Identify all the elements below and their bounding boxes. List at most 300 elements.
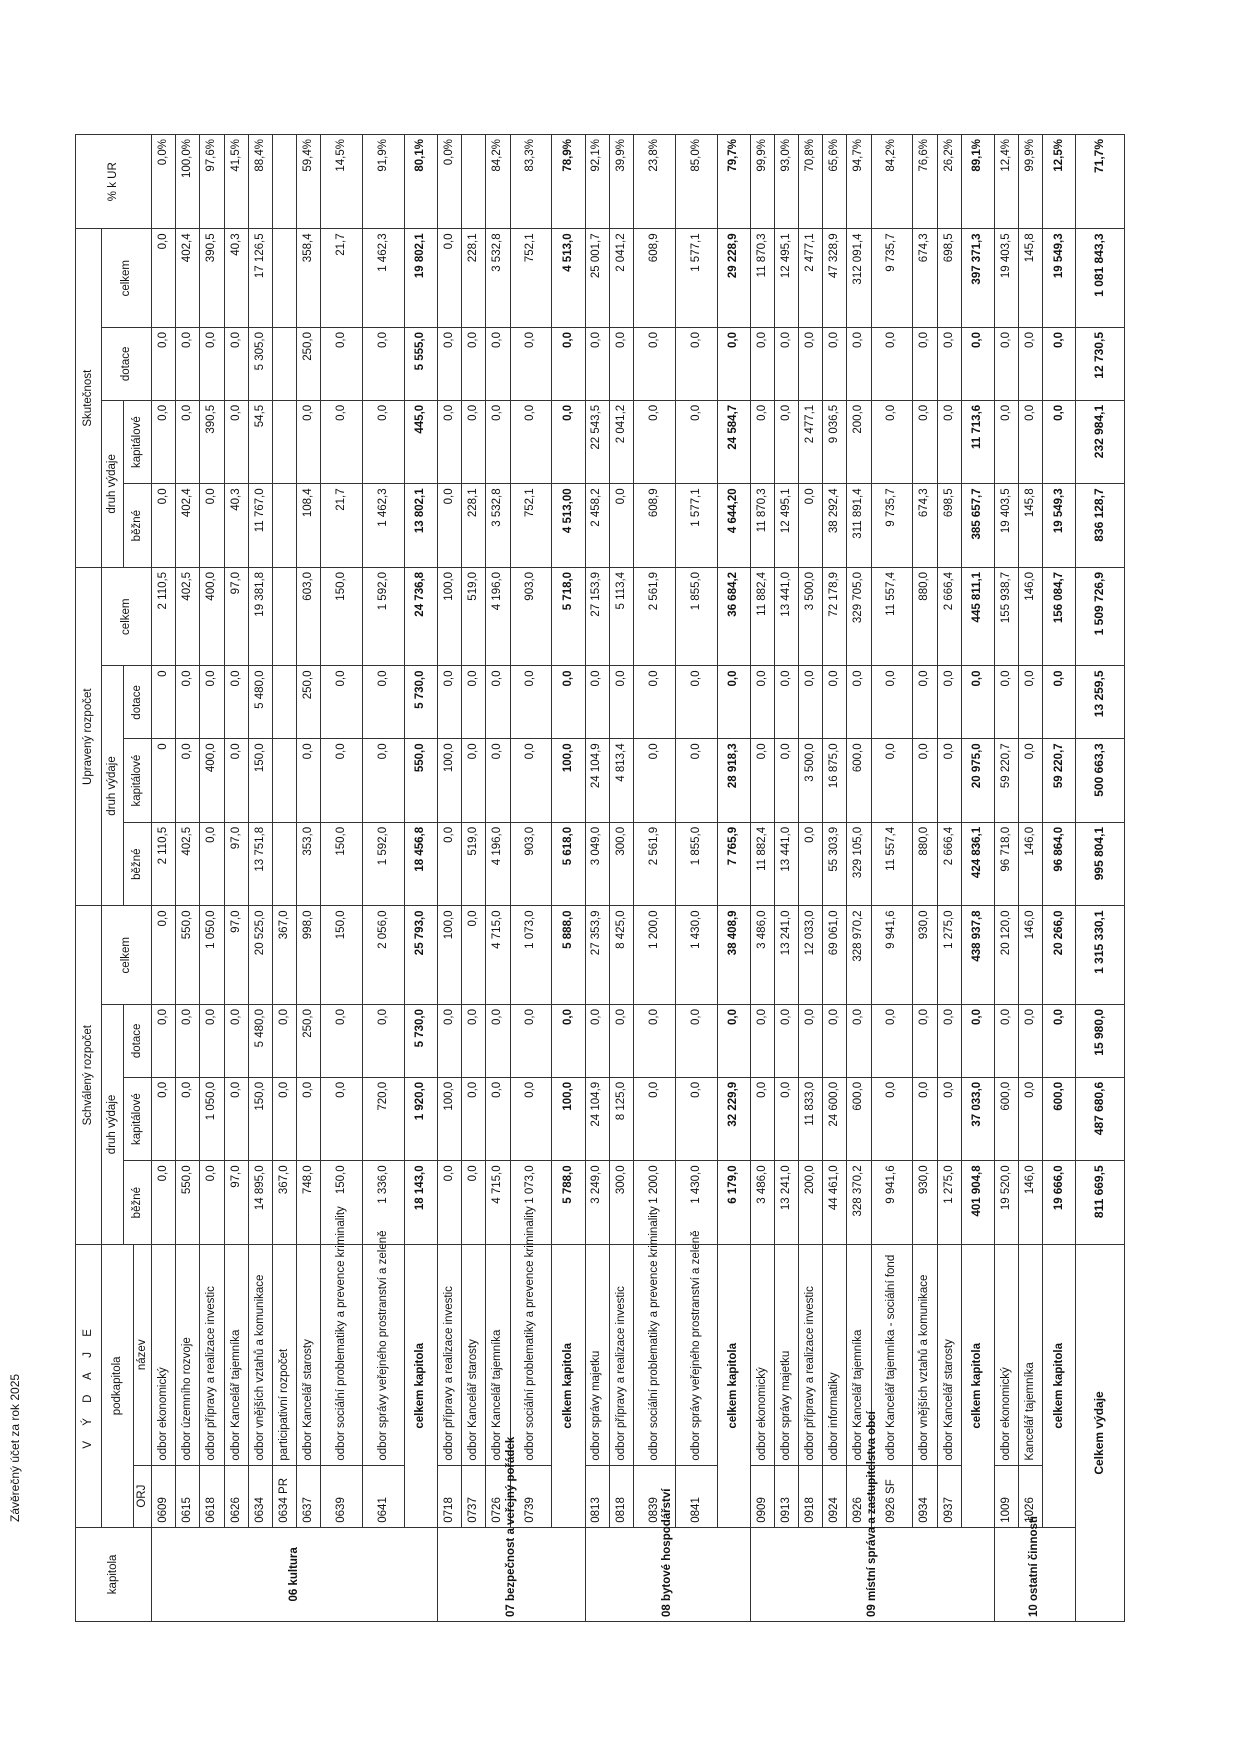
value-cell: 92,1% — [585, 135, 609, 229]
table-row — [438, 135, 462, 1622]
header-upraveny: Upravený rozpočet — [76, 567, 102, 906]
total-value-cell: 19 802,1 — [405, 229, 438, 328]
value-cell: 3 532,8 — [486, 229, 510, 328]
value-cell: 1 855,0 — [675, 822, 717, 906]
value-cell: 0,0 — [675, 1077, 717, 1161]
total-value-cell: 19 666,0 — [1043, 1161, 1076, 1245]
value-cell: 1 430,0 — [675, 1161, 717, 1245]
total-value-cell: 11 713,6 — [961, 400, 994, 484]
total-value-cell: 37 033,0 — [961, 1077, 994, 1161]
total-value-cell: 0,0 — [717, 1004, 750, 1077]
value-cell: 11 870,3 — [750, 229, 774, 328]
grand-value-cell: 232 984,1 — [1076, 400, 1125, 484]
value-cell: 150,0 — [248, 1077, 272, 1161]
value-cell: 0,0 — [937, 666, 961, 739]
value-cell: 100,0 — [438, 906, 462, 1005]
value-cell: 0,0 — [200, 822, 224, 906]
value-cell: 519,0 — [462, 567, 486, 666]
subchapter-name: odbor Kancelář starosty — [462, 1244, 486, 1465]
value-cell: 1 462,3 — [363, 484, 405, 568]
value-cell: 0,0 — [438, 1161, 462, 1245]
value-cell: 0,0 — [871, 1004, 913, 1077]
value-cell: 311 891,4 — [847, 484, 871, 568]
subchapter-name: odbor vnějších vztahů a komunikace — [248, 1244, 272, 1465]
value-cell: 9 941,6 — [871, 906, 913, 1005]
value-cell: 3 486,0 — [750, 906, 774, 1005]
table-row — [823, 135, 847, 1622]
value-cell: 0,0 — [224, 327, 248, 400]
orj-code: 0924 — [823, 1465, 847, 1527]
value-cell: 0,0 — [438, 1004, 462, 1077]
total-value-cell: 0,0 — [1043, 666, 1076, 739]
value-cell: 367,0 — [273, 1161, 297, 1245]
value-cell: 1 430,0 — [675, 906, 717, 1005]
value-cell: 150,0 — [248, 739, 272, 823]
table-row — [585, 135, 609, 1622]
value-cell: 2 477,1 — [798, 229, 822, 328]
value-cell: 0,0 — [1019, 327, 1043, 400]
orj-code: 0634 PR — [273, 1465, 297, 1527]
value-cell: 0,0 — [823, 666, 847, 739]
value-cell: 99,9% — [1019, 135, 1043, 229]
chapter-total-label: celkem kapitola — [552, 1244, 585, 1527]
value-cell: 358,4 — [297, 229, 321, 328]
subchapter-name: odbor přípravy a realizace investic — [200, 1244, 224, 1465]
value-cell: 402,5 — [176, 567, 200, 666]
value-cell: 72 178,9 — [823, 567, 847, 666]
value-cell: 250,0 — [297, 1004, 321, 1077]
value-cell: 12 033,0 — [798, 906, 822, 1005]
grand-value-cell: 15 980,0 — [1076, 1004, 1125, 1077]
grand-value-cell: 13 259,5 — [1076, 666, 1125, 739]
value-cell: 97,0 — [224, 567, 248, 666]
table-row — [176, 135, 200, 1622]
total-value-cell: 18 456,8 — [405, 822, 438, 906]
header-druh-1: druh výdaje — [102, 1004, 124, 1244]
value-cell: 300,0 — [609, 822, 633, 906]
value-cell: 4 715,0 — [486, 1161, 510, 1245]
value-cell: 1 462,3 — [363, 229, 405, 328]
value-cell: 97,6% — [200, 135, 224, 229]
value-cell: 698,5 — [937, 229, 961, 328]
value-cell: 0,0 — [510, 1077, 552, 1161]
chapter-label: 09 místní správa a zastupitelstva obcí — [750, 1527, 994, 1621]
total-value-cell: 156 084,7 — [1043, 567, 1076, 666]
total-value-cell: 0,0 — [961, 1004, 994, 1077]
value-cell: 0,0 — [363, 400, 405, 484]
value-cell: 0,0 — [774, 739, 798, 823]
chapter-total-row — [552, 135, 585, 1622]
value-cell: 24 104,9 — [585, 1077, 609, 1161]
value-cell: 0,0 — [224, 400, 248, 484]
value-cell: 9 036,5 — [823, 400, 847, 484]
value-cell: 0,0 — [609, 327, 633, 400]
total-value-cell: 13 802,1 — [405, 484, 438, 568]
value-cell: 880,0 — [913, 822, 937, 906]
value-cell: 96 718,0 — [994, 822, 1018, 906]
orj-code: 0726 — [486, 1465, 510, 1527]
value-cell: 19 403,5 — [994, 484, 1018, 568]
value-cell: 0,0 — [994, 400, 1018, 484]
total-value-cell: 5 788,0 — [552, 1161, 585, 1245]
table-row — [1019, 135, 1043, 1622]
value-cell: 0,0 — [913, 327, 937, 400]
value-cell: 59 220,7 — [994, 739, 1018, 823]
value-cell: 0,0 — [321, 1077, 363, 1161]
value-cell — [273, 135, 297, 229]
value-cell: 2 666,4 — [937, 822, 961, 906]
value-cell: 69 061,0 — [823, 906, 847, 1005]
value-cell: 0,0 — [798, 484, 822, 568]
value-cell: 1 592,0 — [363, 822, 405, 906]
value-cell: 0,0 — [462, 739, 486, 823]
value-cell: 0,0 — [152, 1161, 176, 1245]
value-cell: 11 557,4 — [871, 567, 913, 666]
value-cell: 0,0 — [913, 400, 937, 484]
subchapter-name: odbor ekonomický — [994, 1244, 1018, 1465]
value-cell: 0,0 — [176, 1004, 200, 1077]
value-cell: 0,0 — [871, 1077, 913, 1161]
value-cell: 5 113,4 — [609, 567, 633, 666]
value-cell: 0 — [152, 739, 176, 823]
value-cell: 903,0 — [510, 567, 552, 666]
value-cell: 1 200,0 — [633, 906, 675, 1005]
value-cell: 0,0 — [297, 400, 321, 484]
value-cell: 12 495,1 — [774, 484, 798, 568]
header-kapitola: kapitola — [76, 1527, 152, 1621]
total-value-cell: 0,0 — [552, 666, 585, 739]
value-cell — [273, 484, 297, 568]
value-cell: 3 486,0 — [750, 1161, 774, 1245]
value-cell: 55 303,9 — [823, 822, 847, 906]
value-cell: 22 543,5 — [585, 400, 609, 484]
total-value-cell: 20 975,0 — [961, 739, 994, 823]
value-cell: 145,8 — [1019, 229, 1043, 328]
value-cell — [273, 229, 297, 328]
value-cell: 698,5 — [937, 484, 961, 568]
total-value-cell: 100,0 — [552, 739, 585, 823]
value-cell: 608,9 — [633, 229, 675, 328]
value-cell: 0,0 — [774, 400, 798, 484]
table-row — [633, 135, 675, 1622]
value-cell: 1 275,0 — [937, 1161, 961, 1245]
value-cell: 0,0 — [633, 327, 675, 400]
subchapter-name: odbor vnějších vztahů a komunikace — [913, 1244, 937, 1465]
subchapter-name: odbor územního rozvoje — [176, 1244, 200, 1465]
value-cell: 150,0 — [321, 906, 363, 1005]
grand-value-cell: 1 315 330,1 — [1076, 906, 1125, 1005]
value-cell: 23,8% — [633, 135, 675, 229]
header-nazev: název — [134, 1244, 152, 1465]
value-cell: 0,0 — [585, 666, 609, 739]
value-cell: 0,0 — [363, 666, 405, 739]
value-cell: 0,0 — [462, 666, 486, 739]
grand-value-cell: 500 663,3 — [1076, 739, 1125, 823]
value-cell: 519,0 — [462, 822, 486, 906]
value-cell: 0,0 — [438, 666, 462, 739]
value-cell: 0,0 — [750, 1077, 774, 1161]
total-value-cell: 5 718,0 — [552, 567, 585, 666]
total-value-cell: 0,0 — [552, 327, 585, 400]
total-value-cell: 550,0 — [405, 739, 438, 823]
value-cell: 0,0 — [937, 327, 961, 400]
total-value-cell: 0,0 — [1043, 327, 1076, 400]
value-cell: 608,9 — [633, 484, 675, 568]
table-row — [913, 135, 937, 1622]
subchapter-name: odbor správy veřejného prostranství a zeleně — [363, 1244, 405, 1465]
value-cell: 13 241,0 — [774, 906, 798, 1005]
total-value-cell: 96 864,0 — [1043, 822, 1076, 906]
total-value-cell: 29 228,9 — [717, 229, 750, 328]
total-value-cell: 5 730,0 — [405, 666, 438, 739]
header-kapitalove-1: kapitálové — [124, 1077, 152, 1161]
value-cell: 0,0 — [675, 327, 717, 400]
value-cell: 5 480,0 — [248, 1004, 272, 1077]
value-cell: 329 705,0 — [847, 567, 871, 666]
total-value-cell: 4 644,20 — [717, 484, 750, 568]
table-row — [321, 135, 363, 1622]
value-cell: 0,0 — [363, 739, 405, 823]
value-cell: 752,1 — [510, 229, 552, 328]
value-cell: 4 196,0 — [486, 822, 510, 906]
value-cell: 550,0 — [176, 906, 200, 1005]
total-value-cell: 78,9% — [552, 135, 585, 229]
value-cell: 0,0 — [675, 739, 717, 823]
value-cell: 0,0 — [152, 484, 176, 568]
orj-code: 0913 — [774, 1465, 798, 1527]
value-cell — [273, 739, 297, 823]
value-cell: 0,0 — [363, 327, 405, 400]
value-cell: 13 241,0 — [774, 1161, 798, 1245]
value-cell: 0,0 — [462, 327, 486, 400]
value-cell: 0,0 — [871, 327, 913, 400]
value-cell: 14,5% — [321, 135, 363, 229]
value-cell: 0,0 — [438, 822, 462, 906]
value-cell: 38 292,4 — [823, 484, 847, 568]
header-dotace-3: dotace — [102, 327, 152, 400]
orj-code: 0739 — [510, 1465, 552, 1527]
value-cell: 13 441,0 — [774, 822, 798, 906]
value-cell: 2 041,2 — [609, 229, 633, 328]
value-cell: 0,0 — [486, 739, 510, 823]
value-cell: 97,0 — [224, 906, 248, 1005]
grand-value-cell: 811 669,5 — [1076, 1161, 1125, 1245]
value-cell: 9 735,7 — [871, 229, 913, 328]
value-cell: 2 110,5 — [152, 567, 176, 666]
value-cell: 2 110,5 — [152, 822, 176, 906]
chapter-total-label: celkem kapitola — [961, 1244, 994, 1527]
total-value-cell: 80,1% — [405, 135, 438, 229]
header-dotace-2: dotace — [124, 666, 152, 739]
value-cell: 0,0 — [750, 327, 774, 400]
value-cell: 400,0 — [200, 739, 224, 823]
value-cell: 0,0 — [937, 400, 961, 484]
value-cell: 3 249,0 — [585, 1161, 609, 1245]
value-cell: 0,0 — [363, 1004, 405, 1077]
grand-value-cell: 1 081 843,3 — [1076, 229, 1125, 328]
value-cell: 27 153,9 — [585, 567, 609, 666]
value-cell: 155 938,7 — [994, 567, 1018, 666]
total-value-cell: 19 549,3 — [1043, 484, 1076, 568]
value-cell — [273, 567, 297, 666]
value-cell: 16 875,0 — [823, 739, 847, 823]
value-cell: 0,0 — [750, 1004, 774, 1077]
value-cell: 0,0 — [937, 739, 961, 823]
total-value-cell: 79,7% — [717, 135, 750, 229]
total-value-cell: 438 937,8 — [961, 906, 994, 1005]
value-cell: 0,0 — [321, 666, 363, 739]
table-row — [297, 135, 321, 1622]
total-value-cell: 89,1% — [961, 135, 994, 229]
total-value-cell: 38 408,9 — [717, 906, 750, 1005]
grand-value-cell: 71,7% — [1076, 135, 1125, 229]
value-cell: 0,0% — [152, 135, 176, 229]
table-row — [248, 135, 272, 1622]
value-cell: 998,0 — [297, 906, 321, 1005]
value-cell: 0,0 — [510, 400, 552, 484]
header-druh-2: druh výdaje — [102, 666, 124, 906]
value-cell: 674,3 — [913, 484, 937, 568]
header-schvaleny: Schválený rozpočet — [76, 906, 102, 1244]
subchapter-name: odbor Kancelář starosty — [937, 1244, 961, 1465]
value-cell: 0 — [152, 666, 176, 739]
total-value-cell: 5 555,0 — [405, 327, 438, 400]
value-cell: 146,0 — [1019, 906, 1043, 1005]
value-cell: 250,0 — [297, 666, 321, 739]
value-cell: 0,0 — [675, 666, 717, 739]
value-cell: 14 895,0 — [248, 1161, 272, 1245]
chapter-total-row — [961, 135, 994, 1622]
total-value-cell: 4 513,0 — [552, 229, 585, 328]
value-cell: 0,0 — [176, 327, 200, 400]
header-druh-3: druh výdaje — [102, 400, 124, 567]
value-cell: 600,0 — [847, 1077, 871, 1161]
value-cell: 0,0 — [462, 400, 486, 484]
value-cell: 4 813,4 — [609, 739, 633, 823]
value-cell: 0,0 — [176, 739, 200, 823]
header-bezne-3: běžné — [124, 484, 152, 568]
value-cell: 0,0 — [823, 327, 847, 400]
orj-code: 0934 — [913, 1465, 937, 1527]
value-cell — [273, 327, 297, 400]
value-cell: 8 125,0 — [609, 1077, 633, 1161]
value-cell: 11 882,4 — [750, 567, 774, 666]
value-cell: 94,7% — [847, 135, 871, 229]
total-value-cell: 397 371,3 — [961, 229, 994, 328]
subchapter-name: odbor správy veřejného prostranství a zeleně — [675, 1244, 717, 1465]
total-value-cell: 0,0 — [961, 666, 994, 739]
total-value-cell: 59 220,7 — [1043, 739, 1076, 823]
grand-value-cell: 487 680,6 — [1076, 1077, 1125, 1161]
total-value-cell: 19 549,3 — [1043, 229, 1076, 328]
value-cell: 390,5 — [200, 400, 224, 484]
chapter-total-row — [717, 135, 750, 1622]
orj-code: 0926 — [847, 1465, 871, 1527]
total-value-cell: 28 918,3 — [717, 739, 750, 823]
value-cell: 0,0 — [486, 327, 510, 400]
chapter-total-row — [1043, 135, 1076, 1622]
value-cell: 0,0 — [152, 1077, 176, 1161]
value-cell: 93,0% — [774, 135, 798, 229]
value-cell: 40,3 — [224, 484, 248, 568]
value-cell: 353,0 — [297, 822, 321, 906]
value-cell: 0,0 — [224, 666, 248, 739]
value-cell: 550,0 — [176, 1161, 200, 1245]
orj-code: 0639 — [321, 1465, 363, 1527]
value-cell: 0,0 — [1019, 739, 1043, 823]
grand-value-cell: 836 128,7 — [1076, 484, 1125, 568]
table-row — [152, 135, 176, 1622]
orj-code: 0641 — [363, 1465, 405, 1527]
total-value-cell: 600,0 — [1043, 1077, 1076, 1161]
table-row — [871, 135, 913, 1622]
value-cell: 97,0 — [224, 822, 248, 906]
value-cell: 13 751,8 — [248, 822, 272, 906]
value-cell: 0,0 — [200, 666, 224, 739]
chapter-total-label: celkem kapitola — [717, 1244, 750, 1527]
chapter-label: 08 bytové hospodářství — [585, 1527, 750, 1621]
value-cell: 99,9% — [750, 135, 774, 229]
table-row — [994, 135, 1018, 1622]
value-cell: 19 520,0 — [994, 1161, 1018, 1245]
value-cell: 84,2% — [871, 135, 913, 229]
value-cell: 2 561,9 — [633, 567, 675, 666]
value-cell: 3 049,0 — [585, 822, 609, 906]
value-cell: 0,0 — [200, 327, 224, 400]
value-cell: 0,0 — [438, 400, 462, 484]
value-cell: 0,0 — [585, 327, 609, 400]
value-cell: 1 577,1 — [675, 229, 717, 328]
value-cell: 0,0 — [847, 1004, 871, 1077]
value-cell: 0,0 — [200, 1161, 224, 1245]
table-row — [224, 135, 248, 1622]
total-value-cell: 0,0 — [1043, 400, 1076, 484]
value-cell: 21,7 — [321, 229, 363, 328]
subchapter-name: Kancelář tajemníka — [1019, 1244, 1043, 1465]
value-cell: 0,0 — [510, 666, 552, 739]
value-cell: 402,4 — [176, 484, 200, 568]
value-cell: 0,0 — [798, 822, 822, 906]
value-cell: 0,0 — [675, 400, 717, 484]
value-cell: 0,0 — [750, 666, 774, 739]
value-cell: 600,0 — [994, 1077, 1018, 1161]
value-cell: 1 336,0 — [363, 1161, 405, 1245]
value-cell: 0,0 — [462, 1077, 486, 1161]
value-cell: 9 735,7 — [871, 484, 913, 568]
grand-total-row — [1076, 135, 1125, 1622]
value-cell: 20 525,0 — [248, 906, 272, 1005]
value-cell: 200,0 — [798, 1161, 822, 1245]
value-cell: 0,0 — [176, 400, 200, 484]
subchapter-name: odbor ekonomický — [152, 1244, 176, 1465]
value-cell: 0,0 — [486, 400, 510, 484]
total-value-cell: 5 618,0 — [552, 822, 585, 906]
total-value-cell: 24 736,8 — [405, 567, 438, 666]
value-cell: 1 592,0 — [363, 567, 405, 666]
orj-code: 0839 — [633, 1465, 675, 1527]
footer-note: Závěrečný účet za rok 2025 — [8, 1373, 22, 1522]
value-cell: 0,0 — [774, 1077, 798, 1161]
total-value-cell: 12,5% — [1043, 135, 1076, 229]
value-cell: 146,0 — [1019, 567, 1043, 666]
header-kapitalove-2: kapitálové — [124, 739, 152, 823]
total-value-cell: 1 920,0 — [405, 1077, 438, 1161]
total-value-cell: 20 266,0 — [1043, 906, 1076, 1005]
subchapter-name: odbor Kancelář tajemníka — [847, 1244, 871, 1465]
orj-code: 0634 — [248, 1465, 272, 1527]
value-cell: 0,0 — [438, 229, 462, 328]
value-cell: 17 126,5 — [248, 229, 272, 328]
